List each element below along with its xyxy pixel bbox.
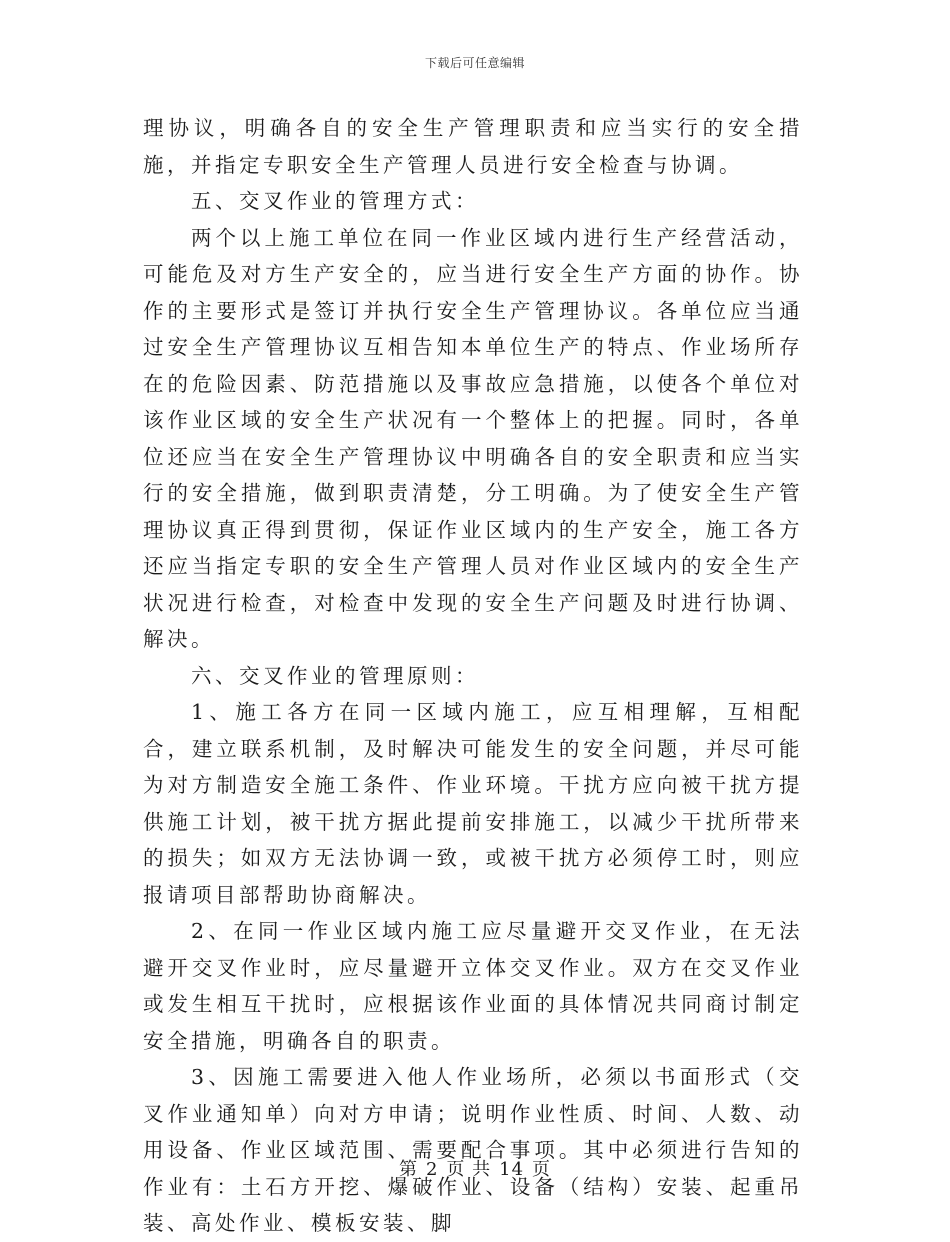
principle-item-2: 2、在同一作业区域内施工应尽量避开交叉作业，在无法避开交叉作业时，应尽量避开立体交叉作业。双方在交叉作业或发生相互干扰时，应根据该作业面的具体情况共同商讨制定安全措施，明确各自的职责。 (143, 919, 803, 1053)
page-total: 14 (499, 1159, 525, 1180)
paragraph-continuation: 理协议，明确各自的安全生产管理职责和应当实行的安全措施，并指定专职安全生产管理人员进行安全检查与协调。 (143, 116, 803, 177)
section-heading-6: 六、交叉作业的管理原则： (191, 663, 479, 688)
footer-middle: 页 共 (446, 1159, 492, 1180)
principle-item-1: 1、施工各方在同一区域内施工，应互相理解，互相配合，建立联系机制，及时解决可能发生的安全问题，并尽可能为对方制造安全施工条件、作业环境。干扰方应向被干扰方提供施工计划，被干扰方据此提前安排施工，以减少干扰所带来的损失；如双方无法协调一致，或被干扰方必须停工时，则应报请项目部帮助协商解决。 (143, 700, 803, 907)
paragraph-cooperation: 两个以上施工单位在同一作业区域内进行生产经营活动，可能危及对方生产安全的，应当进行安全生产方面的协作。协作的主要形式是签订并执行安全生产管理协议。各单位应当通过安全生产管理协议互相告知本单位生产的特点、作业场所存在的危险因素、防范措施以及事故应急措施，以使各个单位对该作业区域的安全生产状况有一个整体上的把握。同时，各单位还应当在安全生产管理协议中明确各自的安全职责和应当实行的安全措施，做到职责清楚，分工明确。为了使安全生产管理协议真正得到贯彻，保证作业区域内的生产安全，施工各方还应当指定专职的安全生产管理人员对作业区域内的安全生产状况进行检查，对检查中发现的安全生产问题及时进行协调、解决。 (143, 225, 803, 651)
footer-prefix: 第 (398, 1159, 418, 1180)
page-number: 2 (425, 1159, 439, 1180)
page-footer (0, 1155, 950, 1181)
footer-suffix: 页 (532, 1159, 552, 1180)
section-heading-5: 五、交叉作业的管理方式： (191, 189, 479, 213)
document-body (143, 110, 803, 1242)
principle-item-3: 3、因施工需要进入他人作业场所，必须以书面形式（交叉作业通知单）向对方申请；说明作业性质、时间、人数、动用设备、作业区域范围、需要配合事项。其中必须进行告知的作业有：土石方开挖、爆破作业、设备（结构）安装、起重吊装、高处作业、模板安装、脚 (143, 1065, 803, 1235)
page-header: 下载后可任意编辑 (424, 56, 525, 70)
